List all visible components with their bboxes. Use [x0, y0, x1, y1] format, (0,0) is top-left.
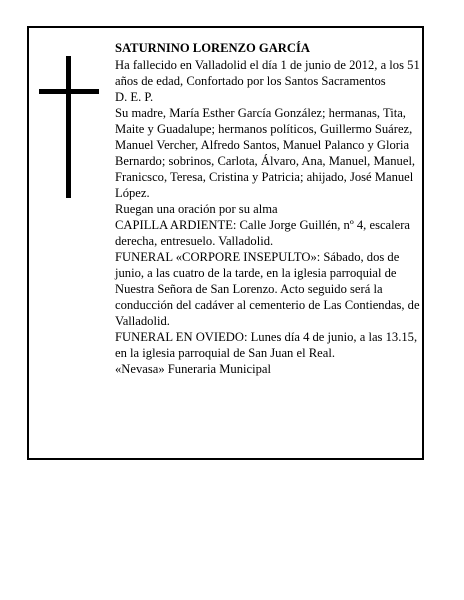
cross-icon: [39, 56, 99, 198]
cross-vertical-bar: [66, 56, 71, 198]
obituary-notice: [27, 26, 424, 460]
rip-line: D. E. P.: [115, 90, 154, 104]
cross-horizontal-bar: [39, 89, 99, 94]
deceased-name: SATURNINO LORENZO GARCÍA: [115, 41, 310, 55]
family-list: Su madre, María Esther García González; hermanas, Tita, Maite y Guadalupe; hermanos políticos, Guillermo Suárez, Manuel Vercher, Alfredo Santos, Manuel Palanco y Gloria Bernardo; sobrinos, Carlota, Álvaro, Ana, Manuel, Manuel, Franicsco, Teresa, Cristina y Patricia; ahijado, José Manuel López.: [115, 106, 416, 200]
notice-text: [115, 40, 421, 377]
funeral-home: «Nevasa» Funeraria Municipal: [115, 362, 271, 376]
wake-location: CAPILLA ARDIENTE: Calle Jorge Guillén, nº 4, escalera derecha, entresuelo. Valladolid.: [115, 218, 411, 248]
funeral-valladolid: FUNERAL «CORPORE INSEPULTO»: Sábado, dos de junio, a las cuatro de la tarde, en la iglesia parroquial de Nuestra Señora de San Lorenzo. Acto seguido será la conducción del cadáver al cementerio de Las Contiendas, de Valladolid.: [115, 250, 420, 328]
funeral-oviedo: FUNERAL EN OVIEDO: Lunes día 4 de junio, a las 13.15, en la iglesia parroquial de San Juan el Real.: [115, 330, 418, 360]
death-announcement: Ha fallecido en Valladolid el día 1 de junio de 2012, a los 51 años de edad, Confortado por los Santos Sacramentos: [115, 58, 420, 88]
prayer-request: Ruegan una oración por su alma: [115, 202, 278, 216]
